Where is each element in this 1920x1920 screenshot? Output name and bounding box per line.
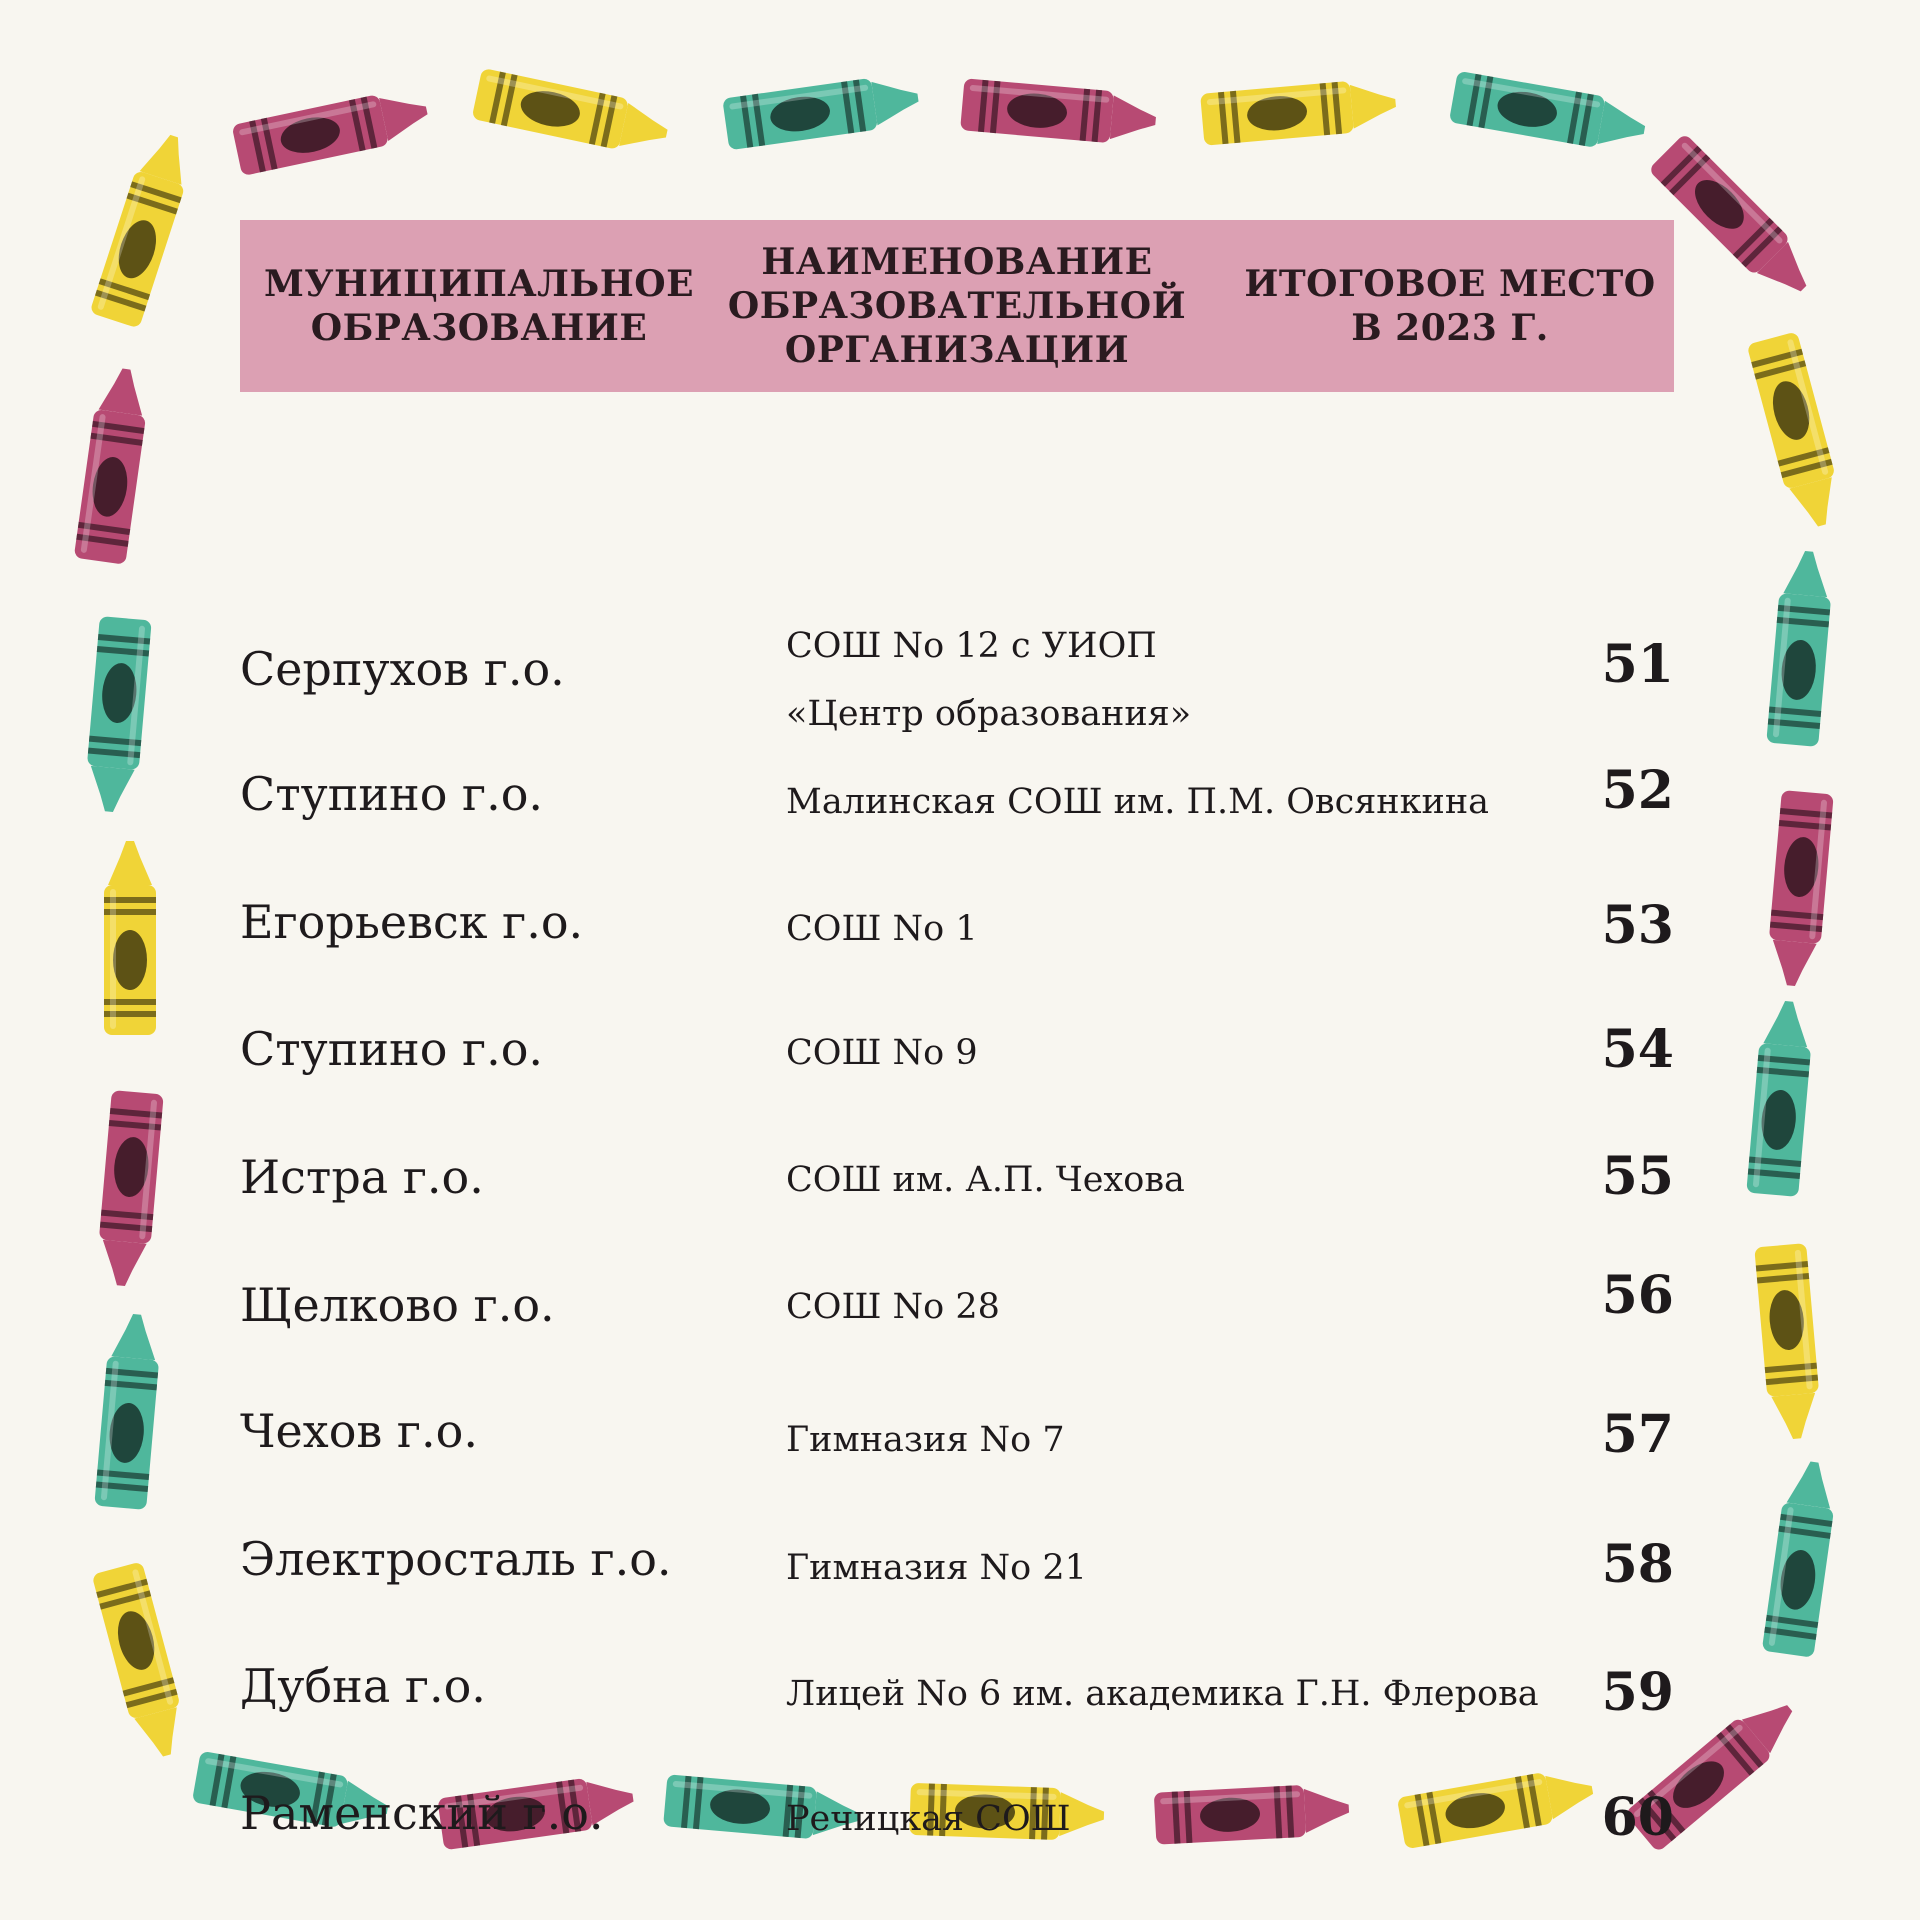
ranking-table bbox=[240, 220, 1674, 1848]
organization-cell: Малинская СОШ им. П.М. Овсянкина bbox=[786, 782, 1490, 822]
crayon-icon bbox=[94, 1312, 163, 1510]
crayon-icon bbox=[92, 1561, 192, 1762]
crayon-icon bbox=[89, 128, 198, 329]
place-cell: 60 bbox=[1601, 1787, 1674, 1848]
crayon-icon bbox=[472, 68, 673, 159]
place-cell: 59 bbox=[1601, 1662, 1674, 1723]
crayon-icon bbox=[1449, 71, 1649, 156]
crayon-icon bbox=[1765, 790, 1834, 988]
organization-cell: СОШ No 9 bbox=[786, 1033, 978, 1073]
organization-cell: Гимназия No 21 bbox=[786, 1548, 1087, 1588]
municipality-cell: Чехов г.о. bbox=[240, 1404, 478, 1458]
crayon-icon bbox=[1648, 133, 1822, 307]
header-place: ИТОГОВОЕ МЕСТО В 2023 Г. bbox=[1244, 263, 1656, 349]
place-cell: 51 bbox=[1601, 634, 1674, 695]
organization-cell: СОШ No 28 bbox=[786, 1287, 1000, 1327]
crayon-icon bbox=[1154, 1783, 1350, 1845]
place-cell: 57 bbox=[1601, 1404, 1674, 1465]
municipality-cell: Ступино г.о. bbox=[240, 767, 544, 821]
place-cell: 58 bbox=[1601, 1534, 1674, 1595]
crayon-icon bbox=[1747, 331, 1847, 532]
header-organization: НАИМЕНОВАНИЕ ОБРАЗОВАТЕЛЬНОЙ ОРГАНИЗАЦИИ bbox=[727, 241, 1187, 371]
crayon-icon bbox=[960, 78, 1158, 147]
municipality-cell: Истра г.о. bbox=[240, 1150, 484, 1204]
crayon-icon bbox=[232, 85, 433, 176]
organization-cell: СОШ им. А.П. Чехова bbox=[786, 1160, 1185, 1200]
header-municipality: МУНИЦИПАЛЬНОЕ ОБРАЗОВАНИЕ bbox=[263, 263, 695, 349]
organization-cell: Лицей No 6 им. академика Г.Н. Флерова bbox=[786, 1674, 1539, 1714]
crayon-icon bbox=[1754, 1243, 1823, 1441]
municipality-cell: Раменский г.о. bbox=[240, 1786, 604, 1840]
municipality-cell: Серпухов г.о. bbox=[240, 642, 565, 696]
municipality-cell: Ступино г.о. bbox=[240, 1022, 544, 1076]
crayon-icon bbox=[1746, 999, 1815, 1197]
table-header bbox=[240, 220, 1674, 392]
municipality-cell: Электросталь г.о. bbox=[240, 1532, 672, 1586]
place-cell: 52 bbox=[1601, 760, 1674, 821]
place-cell: 55 bbox=[1601, 1146, 1674, 1207]
crayon-icon bbox=[74, 365, 152, 564]
crayon-icon bbox=[104, 841, 156, 1035]
organization-cell: Речицкая СОШ bbox=[786, 1799, 1071, 1839]
place-cell: 54 bbox=[1601, 1019, 1674, 1080]
crayon-icon bbox=[1762, 1458, 1840, 1657]
municipality-cell: Дубна г.о. bbox=[240, 1659, 486, 1713]
place-cell: 56 bbox=[1601, 1265, 1674, 1326]
crayon-icon bbox=[1200, 77, 1398, 146]
organization-cell: СОШ No 12 с УИОП «Центр образования» bbox=[786, 626, 1192, 734]
crayon-icon bbox=[95, 1090, 164, 1288]
municipality-cell: Егорьевск г.о. bbox=[240, 895, 584, 949]
crayon-icon bbox=[722, 72, 921, 150]
organization-cell: СОШ No 1 bbox=[786, 909, 978, 949]
crayon-icon bbox=[83, 616, 152, 814]
crayon-icon bbox=[1397, 1764, 1597, 1849]
place-cell: 53 bbox=[1601, 895, 1674, 956]
municipality-cell: Щелково г.о. bbox=[240, 1278, 555, 1332]
organization-cell: Гимназия No 7 bbox=[786, 1420, 1065, 1460]
crayon-icon bbox=[1766, 549, 1835, 747]
